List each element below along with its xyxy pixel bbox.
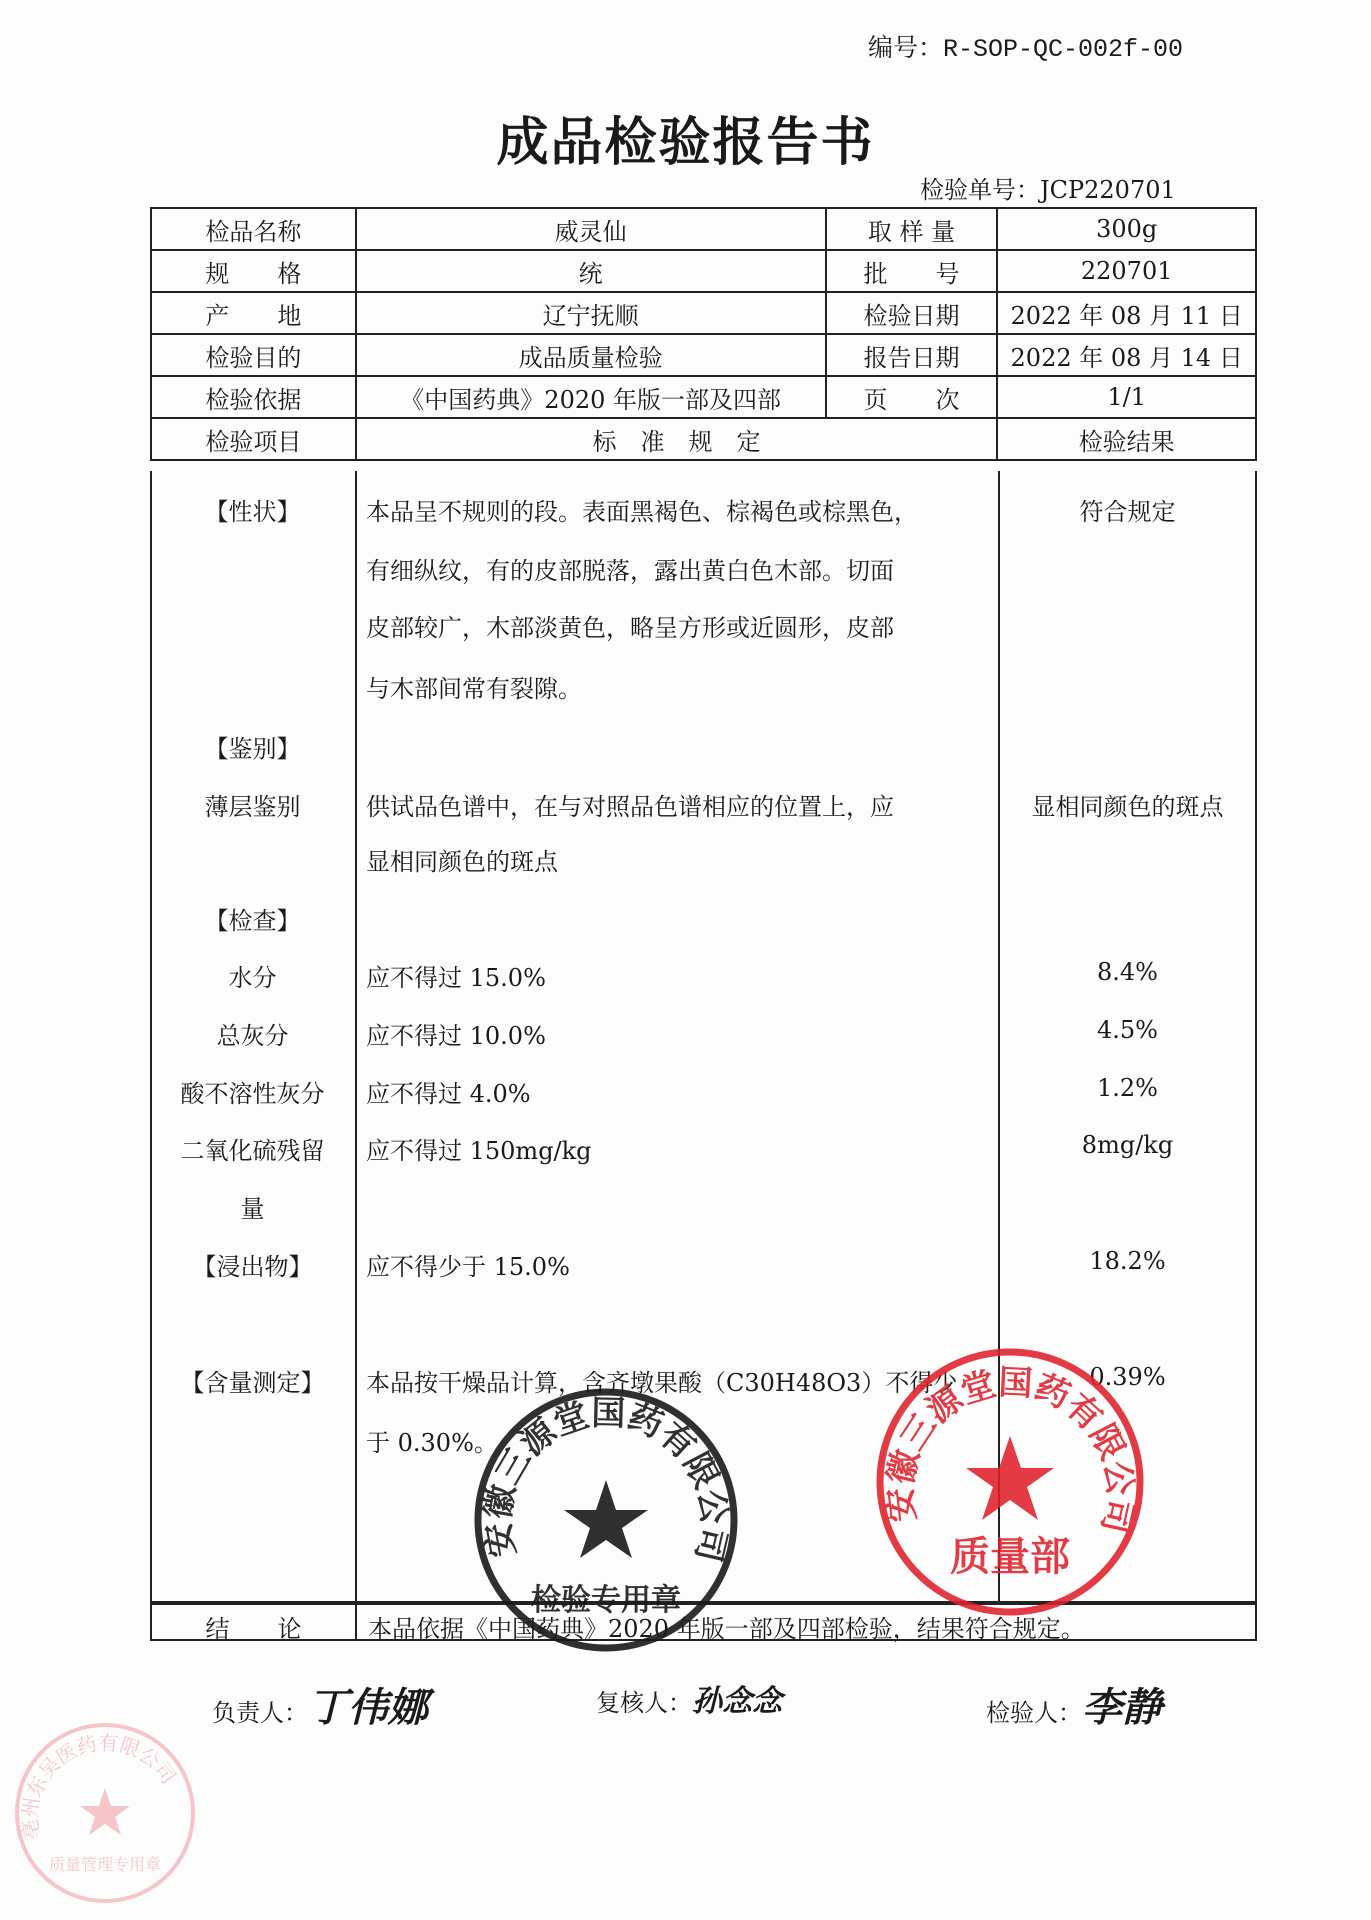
result-row <box>150 901 1257 941</box>
faint-qa-seal <box>10 1718 200 1908</box>
info-table <box>150 207 1257 461</box>
result-standard: 供试品色谱中，在与对照品色谱相应的位置上，应 <box>366 793 894 821</box>
result-row <box>150 958 1257 998</box>
result-item: 酸不溶性灰分 <box>180 1080 325 1108</box>
result-result: 符合规定 <box>1079 498 1176 526</box>
svg-text:质量管理专用章: 质量管理专用章 <box>48 1855 162 1874</box>
inspection-seal <box>470 1384 742 1656</box>
document-number: 编号：R-SOP-QC-002f-00 <box>868 35 1184 64</box>
signature-reviewer: 复核人：孙念念 <box>596 1684 782 1719</box>
info-value2: 2022 年 08 月 14 日 <box>997 334 1256 376</box>
result-standard: 于 0.30%。 <box>366 1429 498 1457</box>
info-row <box>151 250 1256 292</box>
result-standard: 皮部较广，木部淡黄色，略呈方形或近圆形，皮部 <box>366 614 894 642</box>
result-standard: 本品按干燥品计算，含齐墩果酸（C30H48O3）不得少 <box>366 1369 958 1397</box>
result-row <box>150 608 1257 648</box>
result-item: 【含量测定】 <box>180 1369 325 1397</box>
report-number: 检验单号：JCP220701 <box>920 176 1176 204</box>
svg-text:亳州东吴医药有限公司: 亳州东吴医药有限公司 <box>17 1730 181 1842</box>
result-row <box>150 1189 1257 1229</box>
info-row <box>151 208 1256 250</box>
result-standard: 与木部间常有裂隙。 <box>366 675 582 703</box>
result-standard: 应不得过 4.0% <box>366 1080 531 1108</box>
info-value: 成品质量检验 <box>356 334 826 376</box>
result-row <box>150 551 1257 591</box>
result-row <box>150 1074 1257 1114</box>
result-item: 薄层鉴别 <box>204 793 301 821</box>
header-result: 检验结果 <box>997 418 1256 460</box>
result-item: 【浸出物】 <box>192 1253 313 1281</box>
result-row <box>150 729 1257 769</box>
result-row <box>150 787 1257 827</box>
result-row <box>150 492 1257 532</box>
result-result: 8.4% <box>1097 958 1158 986</box>
result-result: 8mg/kg <box>1081 1131 1174 1159</box>
result-item: 量 <box>240 1195 265 1223</box>
result-result: 显相同颜色的斑点 <box>1031 793 1224 821</box>
result-standard: 应不得过 15.0% <box>366 964 546 992</box>
svg-text:安徽三源堂国药有限公司: 安徽三源堂国药有限公司 <box>477 1393 735 1566</box>
result-item: 水分 <box>228 964 277 992</box>
result-row <box>150 1131 1257 1171</box>
header-standard: 标 准 规 定 <box>356 418 998 460</box>
info-value2: 1/1 <box>997 376 1256 418</box>
info-label: 检验目的 <box>151 334 356 376</box>
quality-dept-seal <box>872 1344 1148 1620</box>
result-result: 4.5% <box>1097 1016 1158 1044</box>
info-value2: 300g <box>997 208 1256 250</box>
result-row <box>150 669 1257 709</box>
info-value: 统 <box>356 250 826 292</box>
result-result: 1.2% <box>1097 1074 1158 1102</box>
conclusion-label: 结 论 <box>205 1615 302 1643</box>
header-item: 检验项目 <box>151 418 356 460</box>
svg-text:质量部: 质量部 <box>950 1534 1070 1580</box>
conclusion-text: 本品依据《中国药典》2020 年版一部及四部检验，结果符合规定。 <box>368 1615 1085 1643</box>
page-title: 成品检验报告书 <box>496 113 875 173</box>
result-standard: 应不得少于 15.0% <box>366 1253 570 1281</box>
info-value2: 2022 年 08 月 11 日 <box>997 292 1256 334</box>
info-label2: 页 次 <box>826 376 998 418</box>
result-row <box>150 842 1257 882</box>
info-row <box>151 292 1256 334</box>
info-row <box>151 334 1256 376</box>
info-label: 检验依据 <box>151 376 356 418</box>
info-value: 辽宁抚顺 <box>356 292 826 334</box>
result-item: 二氧化硫残留 <box>180 1137 325 1165</box>
svg-text:检验专用章: 检验专用章 <box>531 1583 681 1618</box>
info-label2: 取 样 量 <box>826 208 998 250</box>
info-row <box>151 376 1256 418</box>
info-label: 检品名称 <box>151 208 356 250</box>
result-standard: 有细纵纹，有的皮部脱落，露出黄白色木部。切面 <box>366 557 894 585</box>
svg-text:安徽三源堂国药有限公司: 安徽三源堂国药有限公司 <box>879 1362 1141 1537</box>
result-item: 【检查】 <box>204 907 301 935</box>
info-value: 威灵仙 <box>356 208 826 250</box>
result-standard: 显相同颜色的斑点 <box>366 848 558 876</box>
info-label2: 批 号 <box>826 250 998 292</box>
info-label2: 检验日期 <box>826 292 998 334</box>
result-standard: 应不得过 150mg/kg <box>366 1137 592 1165</box>
result-standard: 应不得过 10.0% <box>366 1022 546 1050</box>
result-result: 18.2% <box>1089 1247 1166 1275</box>
signature-responsible: 负责人：丁伟娜 <box>212 1684 428 1731</box>
signature-inspector: 检验人：李静 <box>986 1684 1162 1731</box>
result-standard: 本品呈不规则的段。表面黑褐色、棕褐色或棕黑色， <box>366 498 918 526</box>
column-header-row <box>151 418 1256 460</box>
result-item: 【性状】 <box>204 498 301 526</box>
result-item: 总灰分 <box>216 1022 289 1050</box>
result-row <box>150 1247 1257 1287</box>
info-label: 产 地 <box>151 292 356 334</box>
info-label: 规 格 <box>151 250 356 292</box>
info-label2: 报告日期 <box>826 334 998 376</box>
result-row <box>150 1016 1257 1056</box>
info-value: 《中国药典》2020 年版一部及四部 <box>356 376 826 418</box>
info-value2: 220701 <box>997 250 1256 292</box>
result-result: 0.39% <box>1089 1363 1166 1391</box>
result-item: 【鉴别】 <box>204 735 301 763</box>
